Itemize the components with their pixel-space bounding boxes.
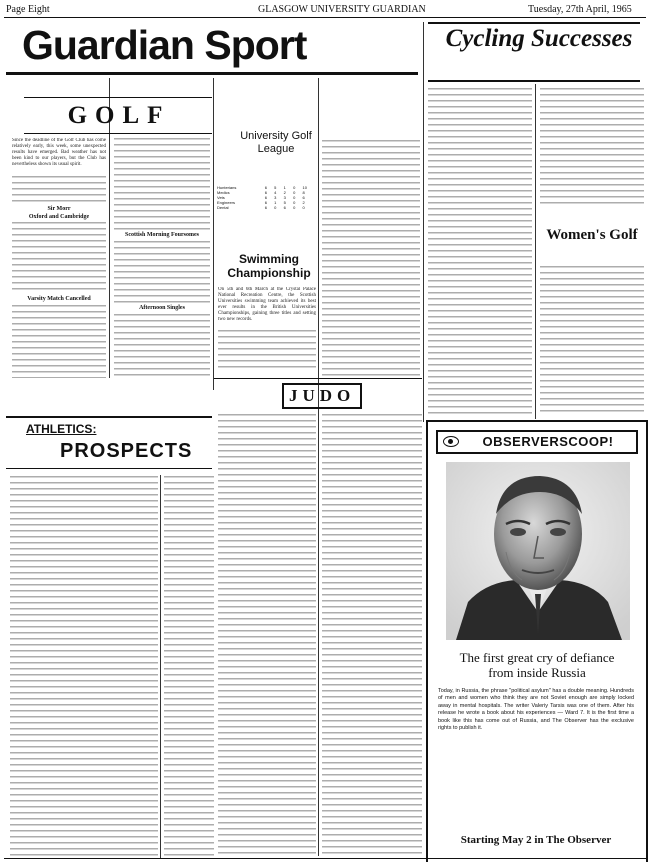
league-stat: 3: [283, 195, 286, 200]
column-rule: [423, 22, 424, 422]
league-stat: 6: [302, 195, 305, 200]
cycling-bottom-rule: [428, 80, 640, 82]
athletics-text-block: [164, 476, 214, 856]
page-number: Page Eight: [6, 4, 50, 15]
league-stat: 1: [283, 185, 286, 190]
golf-text-block: [12, 305, 106, 378]
league-stat: 6: [264, 205, 267, 210]
womens-golf-headline: Women's Golf: [546, 227, 638, 243]
column-rule: [535, 84, 536, 419]
league-stat: 5: [274, 185, 277, 190]
league-team: Medics: [217, 190, 230, 195]
league-team: Engineers: [217, 200, 236, 205]
swimming-headline: Swimming Championship: [227, 252, 311, 280]
golf-intro: Since the deadline of the Golf Club has come relatively early, this week, some unexpected results have emerged. Bad weather has not been kind to our players, but the Club has nevertheless shown its usual spirit.: [12, 138, 106, 167]
golf-text-block: [114, 314, 210, 378]
league-team: Vets: [217, 195, 225, 200]
league-stat: 6: [264, 195, 267, 200]
league-stat: 6: [264, 185, 267, 190]
league-title: University Golf League: [240, 130, 312, 155]
cycling-top-rule: [428, 22, 640, 24]
golf-text-block: [12, 222, 106, 294]
cycling-headline: Cycling Successes: [445, 25, 633, 52]
league-team: Dental: [217, 205, 229, 210]
golf-text-block: [322, 140, 420, 376]
league-stat: 2: [302, 200, 305, 205]
golf-rule-top: [24, 97, 212, 98]
athletics-text-block: [10, 476, 158, 856]
judo-text-block: [322, 414, 422, 854]
observer-footer: Starting May 2 in The Observer: [460, 834, 612, 846]
league-stat: 4: [274, 190, 277, 195]
league-row: [216, 205, 316, 210]
golf-subhead: Oxford and Cambridge: [28, 214, 90, 220]
league-stat: 0: [274, 205, 277, 210]
golf-text-block: [114, 138, 210, 230]
league-stat: 0: [302, 205, 305, 210]
judo-text-block: [218, 414, 316, 854]
league-stat: 6: [264, 190, 267, 195]
league-table: [216, 185, 316, 210]
observer-scoop-title: OBSERVERSCOOP!: [482, 434, 614, 449]
league-stat: 0: [293, 205, 296, 210]
athletics-label: ATHLETICS:: [26, 422, 97, 436]
golf-subhead: Scottish Morning Foursomes: [125, 232, 199, 238]
cycling-text-block: [428, 88, 532, 414]
cycling-text-block: [540, 88, 644, 208]
league-stat: 0: [293, 200, 296, 205]
league-stat: 6: [264, 200, 267, 205]
womens-golf-text-block: [540, 266, 644, 414]
issue-date: Tuesday, 27th April, 1965: [528, 4, 632, 15]
eye-icon: [443, 436, 459, 447]
league-stat: 0: [293, 190, 296, 195]
golf-subhead: Afternoon Singles: [139, 305, 185, 311]
league-team: Hunterians: [217, 185, 237, 190]
league-stat: 0: [293, 185, 296, 190]
athletics-rule-top: [6, 416, 212, 418]
swimming-intro: On 5th and 6th March at the Crystal Palace National Recreation Centre, the Scottish Universities swimming team achieved its best ever results in the British Universities Championships, gaining three titles and setting two new records.: [218, 287, 316, 322]
column-rule: [213, 78, 214, 378]
golf-headline: GOLF: [67, 102, 171, 129]
section-masthead: Guardian Sport: [22, 22, 307, 68]
observer-banner: [436, 430, 638, 454]
judo-headline: JUDO: [282, 383, 362, 409]
publication-name: GLASGOW UNIVERSITY GUARDIAN: [258, 4, 426, 15]
league-stat: 5: [283, 200, 286, 205]
golf-subhead: Sir Morr: [47, 206, 71, 212]
column-rule: [213, 378, 214, 390]
top-rule: [4, 17, 646, 18]
column-rule: [160, 475, 161, 858]
portrait-photo: [446, 462, 630, 640]
observer-body: Today, in Russia, the phrase "political asylum" has a double meaning. Hundreds of men and women who think they are not Soviet enough are simply locked away in mental hospitals. The writer Valeriy Tarsis was one of them. After his release he wrote a book about his experiences — Ward 7. It is the first time a book like this has come out of Russia, and The Observer has the exclusive rights to publish it.: [438, 688, 634, 732]
golf-text-block: [12, 176, 106, 204]
golf-subhead: Varsity Match Cancelled: [27, 296, 91, 302]
golf-text-block: [114, 241, 210, 303]
league-stat: 3: [274, 195, 277, 200]
league-stat: 6: [283, 205, 286, 210]
athletics-headline: PROSPECTS: [60, 440, 193, 462]
league-stat: 2: [283, 190, 286, 195]
masthead-rule: [6, 72, 418, 75]
league-stat: 8: [302, 190, 305, 195]
observer-advert: [426, 420, 648, 862]
observer-headline: The first great cry of defiance from inside Russia: [459, 650, 615, 680]
column-rule: [318, 78, 319, 856]
league-stat: 10: [302, 185, 307, 190]
league-stat: 1: [274, 200, 277, 205]
swimming-text-block: [218, 330, 316, 372]
athletics-rule-bottom: [6, 468, 212, 469]
bottom-rule: [4, 858, 646, 859]
league-stat: 0: [293, 195, 296, 200]
golf-rule-bottom: [24, 133, 212, 134]
judo-rule: [214, 378, 422, 379]
